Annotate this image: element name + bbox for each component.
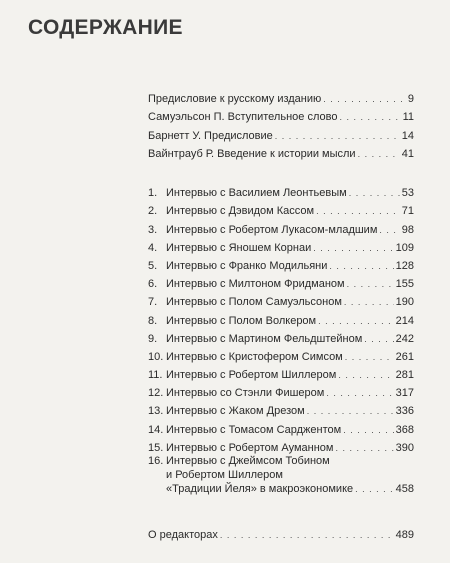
- toc-entry: [148, 400, 414, 418]
- toc-entry: [148, 255, 414, 273]
- dot-leader: [347, 278, 394, 291]
- toc-entry-title: Интервью с Полом Волкером: [166, 314, 317, 327]
- toc-entry: [148, 291, 414, 309]
- toc-entry-line: [148, 482, 414, 496]
- toc-entry-page: 458: [395, 482, 414, 495]
- toc-entry-page: 281: [395, 369, 414, 382]
- dot-leader: [338, 369, 393, 382]
- page-title: СОДЕРЖАНИЕ: [28, 16, 183, 39]
- toc-entry-page: 71: [401, 205, 414, 218]
- toc-entry: [148, 309, 414, 327]
- toc-entry-number: 10.: [148, 350, 164, 363]
- toc-entry-page: 11: [402, 111, 414, 124]
- toc-entry: [148, 382, 414, 400]
- toc-entry-title: Интервью с Франко Модильяни: [166, 259, 328, 272]
- toc-entry: [148, 218, 414, 236]
- dot-leader: [335, 442, 393, 455]
- toc-entry-page: 155: [395, 278, 414, 291]
- toc-entry-number: 5.: [148, 259, 158, 272]
- toc-entry: [148, 328, 414, 346]
- toc-entry: [148, 346, 414, 364]
- dot-leader: [349, 187, 400, 200]
- dot-leader: [364, 333, 393, 346]
- toc-entry: [148, 364, 414, 382]
- toc-entry-page: 98: [401, 223, 414, 236]
- toc-entry-page: 336: [395, 405, 414, 418]
- dot-leader: [339, 111, 400, 124]
- toc-entry-page: 109: [395, 241, 414, 254]
- dot-leader: [355, 483, 394, 496]
- toc-entry: [148, 124, 414, 142]
- toc-entry-title: Предисловие к русскому изданию: [148, 93, 322, 106]
- toc-entry-page: 489: [395, 529, 414, 542]
- toc-entry-line: [148, 455, 414, 469]
- toc-entry-title: Интервью с Яношем Корнаи: [166, 241, 312, 254]
- toc-entry-title: Интервью с Полом Самуэльсоном: [166, 296, 342, 309]
- toc-entry-page: 390: [395, 441, 414, 454]
- toc-entry-page: 9: [407, 93, 414, 106]
- toc-entry-page: 53: [401, 187, 414, 200]
- toc-entry-title: Барнетт У. Предисловие: [148, 129, 273, 142]
- dot-leader: [345, 351, 394, 364]
- toc-entry-number: 14.: [148, 423, 164, 436]
- dot-leader: [358, 148, 400, 161]
- dot-leader: [329, 260, 393, 273]
- dot-leader: [313, 242, 393, 255]
- toc-entry-page: 317: [395, 387, 414, 400]
- toc-entry-title: Интервью с Жаком Дрезом: [166, 405, 305, 418]
- toc-entry-title: Интервью с Дэвидом Кассом: [166, 205, 315, 218]
- dot-leader: [343, 424, 393, 437]
- toc-entry-page: 190: [395, 296, 414, 309]
- toc-entry-title: О редакторах: [148, 529, 218, 542]
- toc-entry-number: 12.: [148, 387, 164, 400]
- dot-leader: [316, 205, 400, 218]
- toc-entry-number: 7.: [148, 296, 158, 309]
- toc-entry-number: 8.: [148, 314, 158, 327]
- dot-leader: [318, 315, 394, 328]
- dot-leader: [379, 224, 399, 237]
- toc-entry-page: 242: [395, 332, 414, 345]
- toc-entry-page: 128: [395, 259, 414, 272]
- dot-leader: [344, 296, 394, 309]
- toc-entry: [148, 88, 414, 106]
- interviews-list: [148, 182, 414, 496]
- toc-entry-title: Интервью со Стэнли Фишером: [166, 387, 325, 400]
- toc-entry-number: 6.: [148, 278, 158, 291]
- toc-entry-title-cont: «Традиции Йеля» в макроэкономике: [166, 482, 354, 495]
- toc-entry-page: 214: [395, 314, 414, 327]
- back-matter-list: [148, 524, 414, 542]
- toc-entry: [148, 418, 414, 436]
- toc-entry: [148, 437, 414, 455]
- toc-entry-number: 4.: [148, 241, 158, 254]
- toc-entry-title: Интервью с Кристофером Симсом: [166, 350, 343, 363]
- toc-entry-number: 11.: [148, 369, 163, 382]
- toc-entry-title: Интервью с Робертом Ауманном: [166, 441, 334, 454]
- toc-entry: [148, 237, 414, 255]
- toc-entry-title: Интервью с Робертом Лукасом-младшим: [166, 223, 378, 236]
- toc-entry-number: 16.: [148, 455, 164, 468]
- toc-entry-page: 261: [395, 350, 414, 363]
- toc-entry-page: 368: [395, 423, 414, 436]
- toc-entry-number: 2.: [148, 205, 158, 218]
- toc-entry-number: 15.: [148, 441, 164, 454]
- toc-entry-line: [148, 468, 414, 482]
- dot-leader: [307, 405, 394, 418]
- toc-entry-title: Интервью с Робертом Шиллером: [166, 369, 337, 382]
- toc-entry-number: 13.: [148, 405, 164, 418]
- toc-entry: [148, 200, 414, 218]
- toc-entry-title: Вайнтрауб Р. Введение к истории мысли: [148, 147, 356, 160]
- dot-leader: [220, 529, 394, 542]
- toc-entry-number: 1.: [148, 187, 158, 200]
- toc-entry-multiline: [148, 455, 414, 496]
- dot-leader: [275, 130, 400, 143]
- toc-entry-title: Интервью с Джеймсом Тобином: [166, 455, 330, 468]
- dot-leader: [326, 387, 393, 400]
- front-matter-list: [148, 88, 414, 161]
- toc-entry: [148, 182, 414, 200]
- toc-entry-title: Интервью с Милтоном Фридманом: [166, 278, 345, 291]
- toc-entry: [148, 524, 414, 542]
- toc-entry-number: 9.: [148, 332, 158, 345]
- dot-leader: [323, 93, 406, 106]
- toc-entry-page: 41: [401, 147, 414, 160]
- toc-entry-title: Интервью с Мартином Фельдштейном: [166, 332, 363, 345]
- toc-entry-title: Интервью с Томасом Сарджентом: [166, 423, 342, 436]
- toc-entry: [148, 143, 414, 161]
- toc-entry-title-cont: и Робертом Шиллером: [166, 469, 283, 481]
- toc-entry-title: Интервью с Василием Леонтьевым: [166, 187, 347, 200]
- toc-entry-number: 3.: [148, 223, 158, 236]
- toc-entry-page: 14: [401, 129, 414, 142]
- toc-entry: [148, 273, 414, 291]
- toc-entry-title: Самуэльсон П. Вступительное слово: [148, 111, 338, 124]
- toc-entry: [148, 106, 414, 124]
